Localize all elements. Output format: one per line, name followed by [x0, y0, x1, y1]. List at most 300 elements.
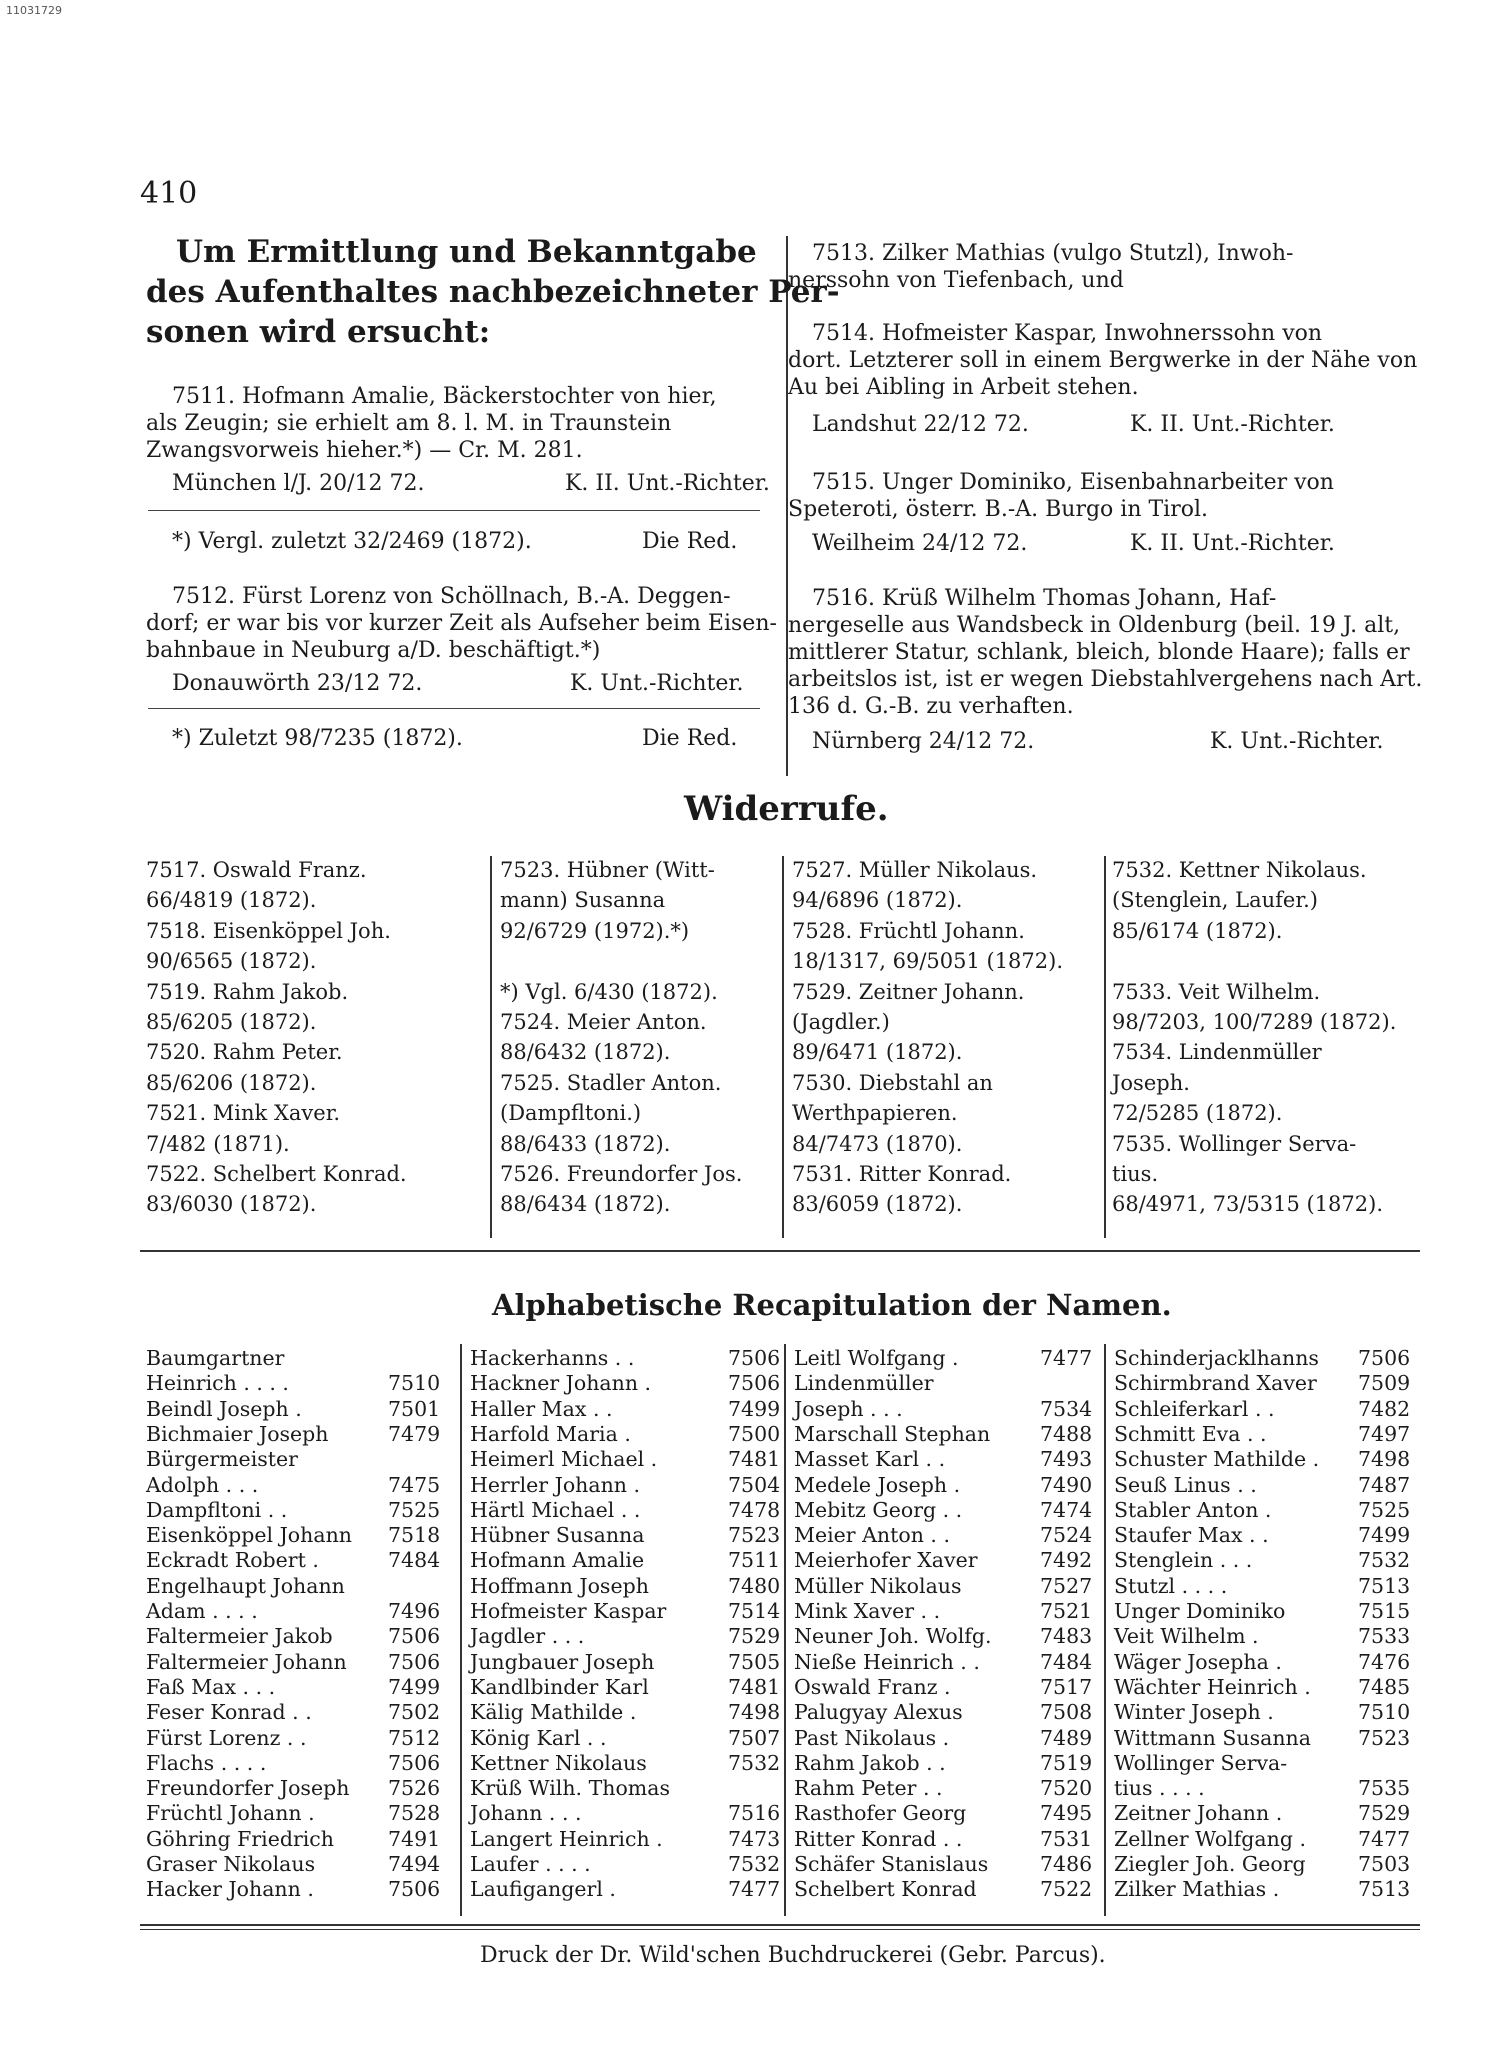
index-row — [146, 1371, 466, 1396]
index-row — [470, 1422, 790, 1447]
widerruf-line: 7531. Ritter Konrad. — [792, 1162, 1012, 1186]
index-row — [1114, 1422, 1434, 1447]
index-row — [470, 1574, 790, 1599]
index-row — [470, 1852, 790, 1877]
index-number: 7526 — [388, 1776, 441, 1801]
heading-line-3: sonen wird ersucht: — [146, 314, 491, 350]
index-row — [470, 1801, 790, 1826]
index-name: Unger Dominiko — [1114, 1599, 1286, 1623]
widerruf-line: 88/6433 (1872). — [500, 1131, 671, 1156]
widerruf-line: tius. — [1112, 1162, 1159, 1186]
index-row — [794, 1650, 1114, 1675]
index-name: Adolph . . . — [146, 1472, 259, 1497]
index-name: Haller Max . . — [470, 1396, 613, 1421]
footnote: *) Vergl. zuletzt 32/2469 (1872). — [172, 529, 532, 554]
index-name: Meier Anton . . — [794, 1523, 950, 1548]
widerruf-line: 7529. Zeitner Johann. — [792, 979, 1025, 1004]
widerruf-line: (Stenglein, Laufer.) — [1112, 888, 1318, 913]
index-name: Dampfltoni . . — [146, 1497, 288, 1522]
index-row — [146, 1852, 466, 1877]
index-name: Faltermeier Jakob — [146, 1624, 333, 1649]
index-name: Palugyay Alexus — [794, 1700, 963, 1725]
index-number: 7506 — [388, 1877, 441, 1902]
index-number: 7501 — [388, 1396, 441, 1421]
index-number: 7532 — [728, 1852, 781, 1876]
index-number: 7490 — [1040, 1472, 1093, 1497]
index-number: 7509 — [1358, 1371, 1411, 1396]
index-name: Marschall Stephan — [794, 1421, 991, 1446]
index-number: 7506 — [388, 1624, 441, 1649]
scan-id: 11031729 — [6, 4, 62, 17]
index-name: Meierhofer Xaver — [794, 1548, 978, 1573]
index-name: Zilker Mathias . — [1114, 1877, 1280, 1902]
index-name: Schmitt Eva . . — [1114, 1421, 1267, 1446]
index-row — [470, 1751, 790, 1776]
court-place: Donauwörth 23/12 72. — [172, 671, 423, 696]
widerruf-line: Werthpapieren. — [792, 1101, 958, 1126]
index-number: 7484 — [1040, 1649, 1093, 1674]
index-row — [470, 1346, 790, 1371]
index-name: Hofmann Amalie — [470, 1548, 645, 1573]
index-name: Hackner Johann . — [470, 1371, 652, 1396]
index-name: Stenglein . . . — [1114, 1548, 1253, 1573]
section-title-recapitulation: Alphabetische Recapitulation der Namen. — [492, 1288, 1172, 1322]
index-name: Härtl Michael . . — [470, 1497, 641, 1522]
widerruf-line: 72/5285 (1872). — [1112, 1101, 1283, 1126]
index-name: Schelbert Konrad — [794, 1877, 977, 1902]
index-number: 7534 — [1040, 1396, 1093, 1421]
index-number: 7529 — [728, 1624, 781, 1649]
index-row — [1114, 1473, 1434, 1498]
index-name: Baumgartner — [146, 1346, 285, 1370]
entry-7512-line: 7512. Fürst Lorenz von Schöllnach, B.-A. Deggen- — [172, 584, 731, 609]
index-name: Veit Wilhelm . — [1114, 1624, 1259, 1649]
index-name: Wollinger Serva- — [1114, 1750, 1288, 1775]
court-place: München l/J. 20/12 72. — [172, 471, 425, 496]
index-row — [146, 1599, 466, 1624]
entry-7515-line: 7515. Unger Dominiko, Eisenbahnarbeiter von — [812, 470, 1334, 495]
court-name: K. II. Unt.-Richter. — [565, 471, 770, 496]
index-name: Rasthofer Georg — [794, 1801, 967, 1826]
index-row — [146, 1827, 466, 1852]
index-number: 7498 — [728, 1700, 781, 1725]
index-row — [794, 1751, 1114, 1776]
widerruf-line: 66/4819 (1872). — [146, 888, 317, 913]
index-number: 7486 — [1040, 1852, 1093, 1876]
index-name: Eckradt Robert . — [146, 1548, 319, 1573]
index-number: 7499 — [728, 1396, 781, 1421]
index-number: 7527 — [1040, 1573, 1093, 1598]
section-rule — [140, 1250, 1420, 1252]
index-number: 7513 — [1358, 1877, 1411, 1902]
widerruf-line: 94/6896 (1872). — [792, 888, 963, 913]
index-name: Zellner Wolfgang . — [1114, 1826, 1307, 1851]
index-row — [794, 1675, 1114, 1700]
index-row — [470, 1776, 790, 1801]
index-name: Feser Konrad . . — [146, 1700, 312, 1725]
index-row — [794, 1700, 1114, 1725]
footnote: *) Zuletzt 98/7235 (1872). — [172, 726, 463, 751]
index-row — [146, 1548, 466, 1573]
heading-line-2: des Aufenthaltes nachbezeichneter Per- — [146, 274, 840, 310]
entry-7512-line: dorf; er war bis vor kurzer Zeit als Aufseher beim Eisen- — [146, 611, 777, 636]
index-name: Flachs . . . . — [146, 1750, 267, 1775]
index-row — [470, 1473, 790, 1498]
widerruf-line: 7530. Diebstahl an — [792, 1070, 993, 1095]
widerruf-line: 7526. Freundorfer Jos. — [500, 1162, 743, 1186]
index-row — [1114, 1548, 1434, 1573]
index-number: 7494 — [388, 1852, 441, 1876]
index-name: Bichmaier Joseph — [146, 1421, 329, 1446]
index-number: 7476 — [1358, 1649, 1411, 1674]
index-number: 7510 — [388, 1371, 441, 1396]
index-row — [146, 1447, 466, 1472]
index-number: 7475 — [388, 1472, 441, 1497]
index-number: 7498 — [1358, 1447, 1411, 1472]
index-row — [794, 1574, 1114, 1599]
index-row — [146, 1624, 466, 1649]
entry-7514-line: dort. Letzterer soll in einem Bergwerke in der Nähe von — [788, 348, 1418, 373]
index-number: 7481 — [728, 1447, 781, 1472]
index-name: Medele Joseph . — [794, 1472, 961, 1497]
widerruf-line: 7535. Wollinger Serva- — [1112, 1131, 1357, 1156]
index-row — [794, 1498, 1114, 1523]
widerruf-line: *) Vgl. 6/430 (1872). — [500, 979, 718, 1004]
index-number: 7492 — [1040, 1548, 1093, 1573]
index-number: 7513 — [1358, 1573, 1411, 1598]
index-number: 7503 — [1358, 1852, 1411, 1876]
index-name: Oswald Franz . — [794, 1674, 951, 1699]
index-name: Schirmbrand Xaver — [1114, 1371, 1317, 1396]
index-name: Past Nikolaus . — [794, 1725, 950, 1750]
index-number: 7491 — [388, 1826, 441, 1851]
index-name: Jagdler . . . — [470, 1624, 585, 1649]
index-name: Laufigangerl . — [470, 1877, 616, 1902]
index-name: Langert Heinrich . — [470, 1826, 663, 1851]
index-row — [470, 1397, 790, 1422]
widerruf-line: (Dampfltoni.) — [500, 1101, 642, 1126]
index-row — [1114, 1700, 1434, 1725]
index-row — [146, 1523, 466, 1548]
index-row — [794, 1599, 1114, 1624]
index-name: Schäfer Stanislaus — [794, 1852, 989, 1876]
index-row — [1114, 1346, 1434, 1371]
widerruf-line: 7528. Früchtl Johann. — [792, 918, 1025, 943]
index-row — [1114, 1675, 1434, 1700]
index-name: Freundorfer Joseph — [146, 1776, 350, 1801]
entry-7516-line: nergeselle aus Wandsbeck in Oldenburg (beil. 19 J. alt, — [788, 613, 1401, 638]
index-row — [1114, 1397, 1434, 1422]
widerruf-line: 7532. Kettner Nikolaus. — [1112, 858, 1367, 882]
index-row — [470, 1726, 790, 1751]
index-name: Adam . . . . — [146, 1599, 258, 1623]
court-name: K. Unt.-Richter. — [570, 671, 744, 696]
index-name: Harfold Maria . — [470, 1421, 631, 1446]
index-row — [146, 1473, 466, 1498]
index-row — [1114, 1801, 1434, 1826]
index-number: 7484 — [388, 1548, 441, 1573]
index-number: 7522 — [1040, 1877, 1093, 1902]
court-place: Weilheim 24/12 72. — [812, 531, 1028, 556]
entry-7512-line: bahnbaue in Neuburg a/D. beschäftigt.*) — [146, 638, 601, 663]
index-name: Winter Joseph . — [1114, 1700, 1274, 1725]
index-name: Mebitz Georg . . — [794, 1497, 963, 1522]
index-row — [1114, 1447, 1434, 1472]
entry-7516-line: 7516. Krüß Wilhelm Thomas Johann, Haf- — [812, 586, 1277, 611]
index-name: Eisenköppel Johann — [146, 1523, 352, 1548]
index-name: Johann . . . — [470, 1801, 582, 1826]
index-number: 7504 — [728, 1472, 781, 1497]
index-number: 7477 — [1358, 1826, 1411, 1851]
index-row — [1114, 1498, 1434, 1523]
index-name: Heimerl Michael . — [470, 1447, 658, 1472]
imprint: Druck der Dr. Wild'schen Buchdruckerei (Gebr. Parcus). — [480, 1943, 1106, 1968]
index-row — [470, 1650, 790, 1675]
index-name: Stabler Anton . — [1114, 1497, 1272, 1522]
index-number: 7517 — [1040, 1674, 1093, 1699]
court-place: Landshut 22/12 72. — [812, 412, 1029, 437]
index-row — [470, 1523, 790, 1548]
index-name: Schuster Mathilde . — [1114, 1447, 1320, 1472]
rule — [148, 510, 760, 511]
index-name: Krüß Wilh. Thomas — [470, 1776, 670, 1801]
index-row — [146, 1574, 466, 1599]
index-number: 7488 — [1040, 1421, 1093, 1446]
widerruf-line: 89/6471 (1872). — [792, 1040, 963, 1065]
index-name: Kettner Nikolaus — [470, 1750, 647, 1775]
index-row — [146, 1397, 466, 1422]
index-name: tius . . . . — [1114, 1776, 1205, 1801]
index-number: 7524 — [1040, 1523, 1093, 1548]
section-title-widerrufe: Widerrufe. — [684, 789, 889, 829]
index-row — [794, 1726, 1114, 1751]
index-number: 7495 — [1040, 1801, 1093, 1826]
index-number: 7515 — [1358, 1599, 1411, 1623]
index-name: Faltermeier Johann — [146, 1649, 347, 1674]
index-number: 7500 — [728, 1421, 781, 1446]
index-name: Ziegler Joh. Georg — [1114, 1852, 1306, 1876]
widerruf-line: 7517. Oswald Franz. — [146, 858, 367, 882]
widerruf-line: 7522. Schelbert Konrad. — [146, 1162, 407, 1186]
index-row — [470, 1700, 790, 1725]
index-name: Laufer . . . . — [470, 1852, 591, 1876]
index-number: 7516 — [728, 1801, 781, 1826]
index-number: 7508 — [1040, 1700, 1093, 1725]
page-number: 410 — [140, 176, 198, 211]
widerruf-line: 7533. Veit Wilhelm. — [1112, 979, 1321, 1004]
entry-7515-line: Speteroti, österr. B.-A. Burgo in Tirol. — [788, 497, 1208, 522]
widerruf-line: 85/6205 (1872). — [146, 1010, 317, 1034]
widerruf-line: 68/4971, 73/5315 (1872). — [1112, 1192, 1384, 1217]
index-number: 7514 — [728, 1599, 781, 1623]
index-row — [146, 1776, 466, 1801]
index-row — [146, 1346, 466, 1371]
index-number: 7525 — [1358, 1497, 1411, 1522]
index-row — [794, 1346, 1114, 1371]
index-name: Kälig Mathilde . — [470, 1700, 637, 1725]
index-number: 7502 — [388, 1700, 441, 1725]
index-number: 7487 — [1358, 1472, 1411, 1497]
index-row — [1114, 1852, 1434, 1877]
column-divider — [1104, 856, 1106, 1238]
index-row — [1114, 1650, 1434, 1675]
widerruf-line: 84/7473 (1870). — [792, 1131, 963, 1156]
index-row — [794, 1776, 1114, 1801]
index-number: 7506 — [728, 1346, 781, 1370]
index-number: 7497 — [1358, 1421, 1411, 1446]
index-name: Wittmann Susanna — [1114, 1725, 1311, 1750]
widerruf-line: mann) Susanna — [500, 888, 666, 913]
widerruf-line: 7525. Stadler Anton. — [500, 1070, 722, 1095]
index-row — [470, 1548, 790, 1573]
index-row — [794, 1371, 1114, 1396]
index-row — [470, 1877, 790, 1902]
index-name: Rahm Peter . . — [794, 1776, 943, 1801]
widerruf-line: 88/6432 (1872). — [500, 1040, 671, 1065]
index-number: 7474 — [1040, 1497, 1093, 1522]
widerruf-line: 92/6729 (1972).*) — [500, 918, 690, 943]
index-number: 7531 — [1040, 1826, 1093, 1851]
index-name: Joseph . . . — [794, 1396, 903, 1421]
index-row — [470, 1827, 790, 1852]
entry-7511-line: Zwangsvorweis hieher.*) — Cr. M. 281. — [146, 438, 583, 463]
index-number: 7480 — [728, 1573, 781, 1598]
widerruf-line: 7534. Lindenmüller — [1112, 1040, 1322, 1065]
index-name: Seuß Linus . . — [1114, 1472, 1257, 1497]
entry-7516-line: arbeitslos ist, ist er wegen Diebstahlvergehens nach Art. — [788, 667, 1423, 692]
index-number: 7519 — [1040, 1750, 1093, 1775]
index-number: 7473 — [728, 1826, 781, 1851]
index-name: Leitl Wolfgang . — [794, 1346, 959, 1370]
widerruf-line: (Jagdler.) — [792, 1010, 890, 1034]
index-row — [470, 1624, 790, 1649]
index-row — [470, 1498, 790, 1523]
widerruf-line: 7518. Eisenköppel Joh. — [146, 918, 391, 943]
index-number: 7512 — [388, 1725, 441, 1750]
index-row — [794, 1473, 1114, 1498]
index-name: Beindl Joseph . — [146, 1396, 302, 1421]
index-name: Ritter Konrad . . — [794, 1826, 963, 1851]
index-number: 7523 — [1358, 1725, 1411, 1750]
index-name: Neuner Joh. Wolfg. — [794, 1624, 992, 1649]
index-name: Früchtl Johann . — [146, 1801, 315, 1826]
index-number: 7532 — [1358, 1548, 1411, 1573]
widerruf-line: 83/6030 (1872). — [146, 1192, 317, 1217]
index-row — [794, 1422, 1114, 1447]
widerruf-line: 90/6565 (1872). — [146, 949, 317, 974]
court-name: K. II. Unt.-Richter. — [1130, 531, 1335, 556]
widerruf-line: 7/482 (1871). — [146, 1131, 290, 1156]
entry-7511-line: 7511. Hofmann Amalie, Bäckerstochter von hier, — [172, 384, 717, 409]
index-number: 7482 — [1358, 1396, 1411, 1421]
index-row — [794, 1447, 1114, 1472]
index-name: Schleiferkarl . . — [1114, 1396, 1275, 1421]
index-name: Zeitner Johann . — [1114, 1801, 1283, 1826]
entry-7513-line: 7513. Zilker Mathias (vulgo Stutzl), Inwoh- — [812, 241, 1294, 266]
index-name: Lindenmüller — [794, 1371, 934, 1396]
imprint-rule — [140, 1929, 1420, 1930]
index-name: Fürst Lorenz . . — [146, 1725, 307, 1750]
widerruf-line: 7523. Hübner (Witt- — [500, 858, 715, 882]
widerruf-line: 7527. Müller Nikolaus. — [792, 858, 1038, 882]
court-name: K. Unt.-Richter. — [1210, 729, 1384, 754]
footnote-sign: Die Red. — [642, 529, 738, 554]
index-name: Rahm Jakob . . — [794, 1750, 946, 1775]
index-number: 7477 — [1040, 1346, 1093, 1370]
widerruf-line: 7520. Rahm Peter. — [146, 1040, 343, 1065]
index-number: 7489 — [1040, 1725, 1093, 1750]
index-number: 7477 — [728, 1877, 781, 1902]
index-name: Bürgermeister — [146, 1447, 298, 1472]
imprint-rule — [140, 1924, 1420, 1926]
index-name: Faß Max . . . — [146, 1674, 276, 1699]
entry-7511-line: als Zeugin; sie erhielt am 8. l. M. in Traunstein — [146, 411, 672, 436]
entry-7514-line: 7514. Hofmeister Kaspar, Inwohnerssohn von — [812, 321, 1323, 346]
index-number: 7505 — [728, 1649, 781, 1674]
index-name: Jungbauer Joseph — [470, 1649, 655, 1674]
index-number: 7506 — [728, 1371, 781, 1396]
index-number: 7525 — [388, 1497, 441, 1522]
entry-7516-line: mittlerer Statur, schlank, bleich, blonde Haare); falls er — [788, 640, 1410, 665]
widerruf-line: 7519. Rahm Jakob. — [146, 979, 349, 1004]
index-row — [794, 1548, 1114, 1573]
index-number: 7499 — [388, 1674, 441, 1699]
index-number: 7507 — [728, 1725, 781, 1750]
index-name: Hoffmann Joseph — [470, 1573, 649, 1598]
index-number: 7533 — [1358, 1624, 1411, 1649]
index-name: Nieße Heinrich . . — [794, 1649, 980, 1674]
index-number: 7535 — [1358, 1776, 1411, 1801]
entry-7514-line: Au bei Aibling in Arbeit stehen. — [788, 375, 1139, 400]
index-number: 7485 — [1358, 1674, 1411, 1699]
index-row — [1114, 1751, 1434, 1776]
index-number: 7478 — [728, 1497, 781, 1522]
column-divider — [490, 856, 492, 1238]
index-row — [470, 1447, 790, 1472]
index-name: Graser Nikolaus — [146, 1852, 316, 1876]
entry-7516-line: 136 d. G.-B. zu verhaften. — [788, 694, 1074, 719]
index-row — [146, 1650, 466, 1675]
index-row — [470, 1675, 790, 1700]
index-name: Kandlbinder Karl — [470, 1674, 649, 1699]
column-divider — [782, 856, 784, 1238]
index-number: 7506 — [388, 1649, 441, 1674]
widerruf-line: Joseph. — [1112, 1070, 1190, 1095]
index-number: 7496 — [388, 1599, 441, 1623]
index-row — [794, 1624, 1114, 1649]
court-place: Nürnberg 24/12 72. — [812, 729, 1035, 754]
rule — [148, 708, 760, 709]
index-number: 7523 — [728, 1523, 781, 1548]
court-name: K. II. Unt.-Richter. — [1130, 412, 1335, 437]
index-number: 7506 — [388, 1750, 441, 1775]
index-row — [1114, 1827, 1434, 1852]
index-row — [794, 1827, 1114, 1852]
index-row — [1114, 1776, 1434, 1801]
index-name: Staufer Max . . — [1114, 1523, 1269, 1548]
index-number: 7532 — [728, 1750, 781, 1775]
widerruf-line: 85/6174 (1872). — [1112, 918, 1283, 943]
index-number: 7481 — [728, 1674, 781, 1699]
index-name: Hofmeister Kaspar — [470, 1599, 667, 1623]
index-name: Wäger Josepha . — [1114, 1649, 1282, 1674]
index-name: Stutzl . . . . — [1114, 1573, 1228, 1598]
index-row — [794, 1877, 1114, 1902]
index-row — [1114, 1877, 1434, 1902]
widerruf-line: 85/6206 (1872). — [146, 1070, 317, 1095]
index-name: Hacker Johann . — [146, 1877, 314, 1902]
index-row — [146, 1877, 466, 1902]
